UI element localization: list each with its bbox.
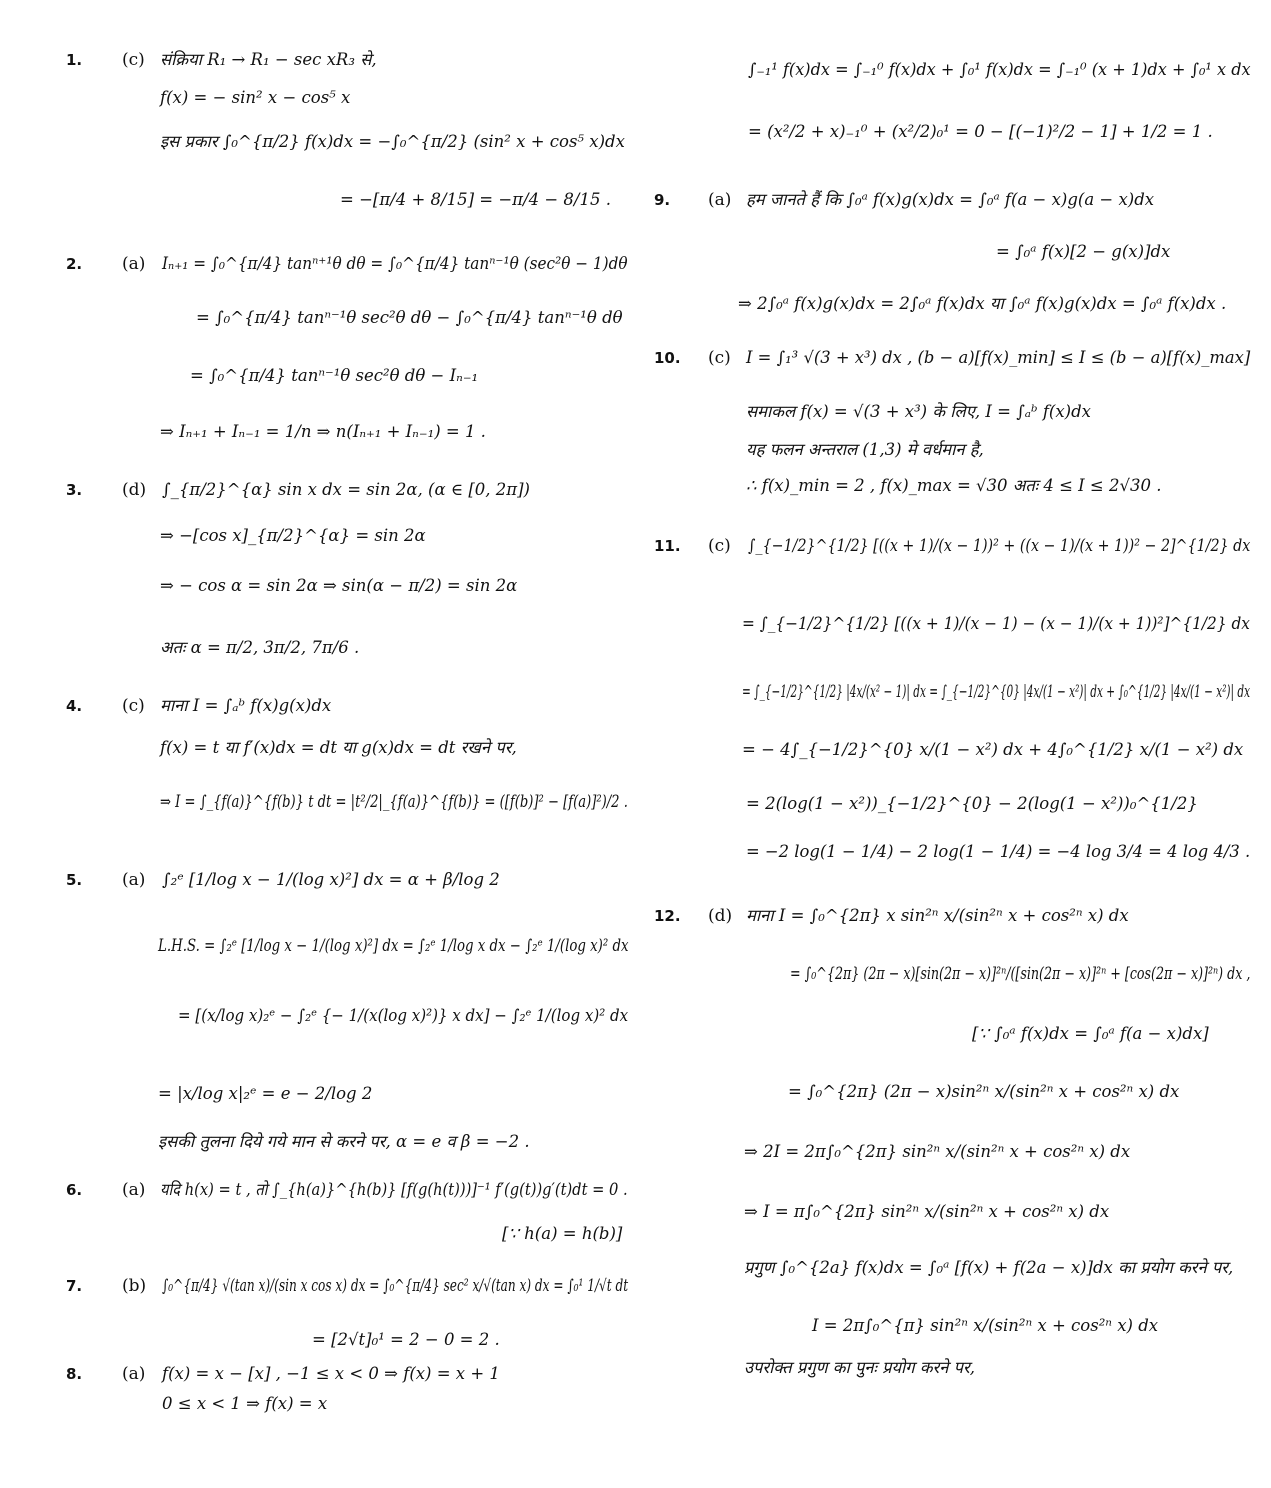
solution-5-number: 5. (66, 871, 83, 889)
solution-1-line-3: इस प्रकार ∫₀^{π/2} f(x)dx = −∫₀^{π/2} (sin² x + cos⁵ x)dx (160, 132, 625, 151)
solution-1-line-1: संक्रिया R₁ → R₁ − sec xR₃ से, (160, 50, 377, 69)
solution-5-line-5: इसकी तुलना दिये गये मान से करने पर, α = e व β = −2 . (158, 1132, 530, 1151)
solution-12-line-5: ⇒ 2I = 2π∫₀^{2π} sin²ⁿ x/(sin²ⁿ x + cos²ⁿ x) dx (744, 1142, 1131, 1161)
solution-7-line-2: = [2√t]₀¹ = 2 − 0 = 2 . (312, 1330, 500, 1349)
solution-8-line-3: ∫₋₁¹ f(x)dx = ∫₋₁⁰ f(x)dx + ∫₀¹ f(x)dx = ∫₋₁⁰ (x + 1)dx + ∫₀¹ x dx (748, 60, 1251, 79)
solution-12-option: (d) (708, 906, 733, 926)
solution-5-line-1: ∫₂ᵉ [1/log x − 1/(log x)²] dx = α + β/log 2 (162, 870, 500, 889)
solution-4-line-2: f(x) = t या f′(x)dx = dt या g(x)dx = dt रखने पर, (160, 738, 517, 757)
solution-2-number: 2. (66, 255, 83, 273)
solution-2-option: (a) (122, 254, 146, 274)
solution-5-option: (a) (122, 870, 146, 890)
solution-2-line-4: ⇒ Iₙ₊₁ + Iₙ₋₁ = 1/n ⇒ n(Iₙ₊₁ + Iₙ₋₁) = 1 . (160, 422, 486, 441)
solution-10-line-3: यह फलन अन्तराल (1,3) मे वर्धमान है, (746, 440, 984, 459)
solution-9-line-1: हम जानते हैं कि ∫₀ᵃ f(x)g(x)dx = ∫₀ᵃ f(a − x)g(a − x)dx (746, 190, 1155, 209)
solution-2-line-3: = ∫₀^{π/4} tanⁿ⁻¹θ sec²θ dθ − Iₙ₋₁ (190, 366, 479, 385)
solution-1-number: 1. (66, 51, 83, 69)
solution-2-line-2: = ∫₀^{π/4} tanⁿ⁻¹θ sec²θ dθ − ∫₀^{π/4} tanⁿ⁻¹θ dθ (196, 308, 623, 327)
solution-9-option: (a) (708, 190, 732, 210)
solution-9-line-2: = ∫₀ᵃ f(x)[2 − g(x)]dx (996, 242, 1171, 261)
solution-1-option: (c) (122, 50, 145, 70)
solution-8-number: 8. (66, 1365, 83, 1383)
solution-6-line-2: [∵ h(a) = h(b)] (502, 1224, 623, 1243)
solution-12-line-3: [∵ ∫₀ᵃ f(x)dx = ∫₀ᵃ f(a − x)dx] (972, 1024, 1209, 1043)
solution-7-line-1: ∫₀^{π/4} √(tan x)/(sin x cos x) dx = ∫₀^{π/4} sec² x/√(tan x) dx = ∫₀¹ 1/√t dt (162, 1276, 629, 1295)
solution-10-number: 10. (654, 349, 681, 367)
solution-11-line-1: ∫_{−1/2}^{1/2} [((x + 1)/(x − 1))² + ((x − 1)/(x + 1))² − 2]^{1/2} dx (748, 536, 1251, 555)
solution-12-line-6: ⇒ I = π∫₀^{2π} sin²ⁿ x/(sin²ⁿ x + cos²ⁿ x) dx (744, 1202, 1110, 1221)
solution-8-line-4: = (x²/2 + x)₋₁⁰ + (x²/2)₀¹ = 0 − [(−1)²/2 − 1] + 1/2 = 1 . (748, 122, 1213, 141)
solution-4-line-1: माना I = ∫ₐᵇ f(x)g(x)dx (160, 696, 332, 715)
solution-9-line-3: ⇒ 2∫₀ᵃ f(x)g(x)dx = 2∫₀ᵃ f(x)dx या ∫₀ᵃ f(x)g(x)dx = ∫₀ᵃ f(x)dx . (738, 294, 1227, 313)
solution-10-line-2: समाकल f(x) = √(3 + x³) के लिए, I = ∫ₐᵇ f(x)dx (746, 402, 1091, 421)
solution-7-option: (b) (122, 1276, 147, 1296)
solution-3-line-3: ⇒ − cos α = sin 2α ⇒ sin(α − π/2) = sin 2α (160, 576, 518, 595)
solution-8-option: (a) (122, 1364, 146, 1384)
solution-3-number: 3. (66, 481, 83, 499)
solution-5-line-4: = |x/log x|₂ᵉ = e − 2/log 2 (158, 1084, 373, 1103)
solution-10-line-1: I = ∫₁³ √(3 + x³) dx , (b − a)[f(x)_min] ≤ I ≤ (b − a)[f(x)_max] (746, 348, 1251, 367)
solution-3-option: (d) (122, 480, 147, 500)
solution-4-line-3: ⇒ I = ∫_{f(a)}^{f(b)} t dt = |t²/2|_{f(a)}^{f(b)} = ([f(b)]² − [f(a)]²)/2 . (160, 792, 628, 811)
solution-1-line-2: f(x) = − sin² x − cos⁵ x (160, 88, 351, 107)
solution-7-number: 7. (66, 1277, 83, 1295)
solution-6-line-1: यदि h(x) = t , तो ∫_{h(a)}^{h(b)} [f(g(h(t)))]⁻¹ f′(g(t))g′(t)dt = 0 . (160, 1180, 628, 1199)
solution-9-number: 9. (654, 191, 671, 209)
solution-8-line-2: 0 ≤ x < 1 ⇒ f(x) = x (162, 1394, 328, 1413)
solution-11-line-6: = −2 log(1 − 1/4) − 2 log(1 − 1/4) = −4 log 3/4 = 4 log 4/3 . (746, 842, 1251, 861)
solution-11-number: 11. (654, 537, 681, 555)
solution-12-line-8: I = 2π∫₀^{π} sin²ⁿ x/(sin²ⁿ x + cos²ⁿ x) dx (812, 1316, 1159, 1335)
solution-12-number: 12. (654, 907, 681, 925)
solution-6-option: (a) (122, 1180, 146, 1200)
solution-12-line-4: = ∫₀^{2π} (2π − x)sin²ⁿ x/(sin²ⁿ x + cos²ⁿ x) dx (788, 1082, 1180, 1101)
solution-3-line-1: ∫_{π/2}^{α} sin x dx = sin 2α, (α ∈ [0, 2π]) (162, 480, 530, 499)
solution-3-line-4: अतः α = π/2, 3π/2, 7π/6 . (160, 638, 360, 657)
solution-12-line-7: प्रगुण ∫₀^{2a} f(x)dx = ∫₀ᵃ [f(x) + f(2a − x)]dx का प्रयोग करने पर, (744, 1258, 1234, 1277)
solution-5-line-2: L.H.S. = ∫₂ᵉ [1/log x − 1/(log x)²] dx = ∫₂ᵉ 1/log x dx − ∫₂ᵉ 1/(log x)² dx (158, 936, 629, 955)
solution-5-line-3: = [(x/log x)₂ᵉ − ∫₂ᵉ {− 1/(x(log x)²)} x dx] − ∫₂ᵉ 1/(log x)² dx (178, 1006, 629, 1025)
solution-8-line-1: f(x) = x − [x] , −1 ≤ x < 0 ⇒ f(x) = x + 1 (162, 1364, 500, 1383)
solution-12-line-1: माना I = ∫₀^{2π} x sin²ⁿ x/(sin²ⁿ x + cos²ⁿ x) dx (746, 906, 1129, 925)
solution-4-option: (c) (122, 696, 145, 716)
solution-11-line-5: = 2(log(1 − x²))_{−1/2}^{0} − 2(log(1 − x²))₀^{1/2} (746, 794, 1198, 813)
solution-1-line-4: = −[π/4 + 8/15] = −π/4 − 8/15 . (340, 190, 611, 209)
solution-4-number: 4. (66, 697, 83, 715)
solution-11-line-4: = − 4∫_{−1/2}^{0} x/(1 − x²) dx + 4∫₀^{1/2} x/(1 − x²) dx (742, 740, 1244, 759)
solution-6-number: 6. (66, 1181, 83, 1199)
solution-11-line-3: = ∫_{−1/2}^{1/2} |4x/(x² − 1)| dx = ∫_{−1/2}^{0} |4x/(1 − x²)| dx + ∫₀^{1/2} |4x/(1 − x²)| dx (742, 682, 1251, 701)
solution-2-line-1: Iₙ₊₁ = ∫₀^{π/4} tanⁿ⁺¹θ dθ = ∫₀^{π/4} tanⁿ⁻¹θ (sec²θ − 1)dθ (162, 254, 628, 273)
solution-12-line-9: उपरोक्त प्रगुण का पुनः प्रयोग करने पर, (744, 1358, 976, 1377)
solution-10-option: (c) (708, 348, 731, 368)
solution-10-line-4: ∴ f(x)_min = 2 , f(x)_max = √30 अतः 4 ≤ I ≤ 2√30 . (746, 476, 1162, 495)
solution-12-line-2: = ∫₀^{2π} (2π − x)[sin(2π − x)]²ⁿ/([sin(2π − x)]²ⁿ + [cos(2π − x)]²ⁿ) dx , (790, 964, 1251, 983)
solution-11-option: (c) (708, 536, 731, 556)
solution-11-line-2: = ∫_{−1/2}^{1/2} [((x + 1)/(x − 1) − (x − 1)/(x + 1))²]^{1/2} dx (742, 614, 1250, 633)
solution-3-line-2: ⇒ −[cos x]_{π/2}^{α} = sin 2α (160, 526, 426, 545)
